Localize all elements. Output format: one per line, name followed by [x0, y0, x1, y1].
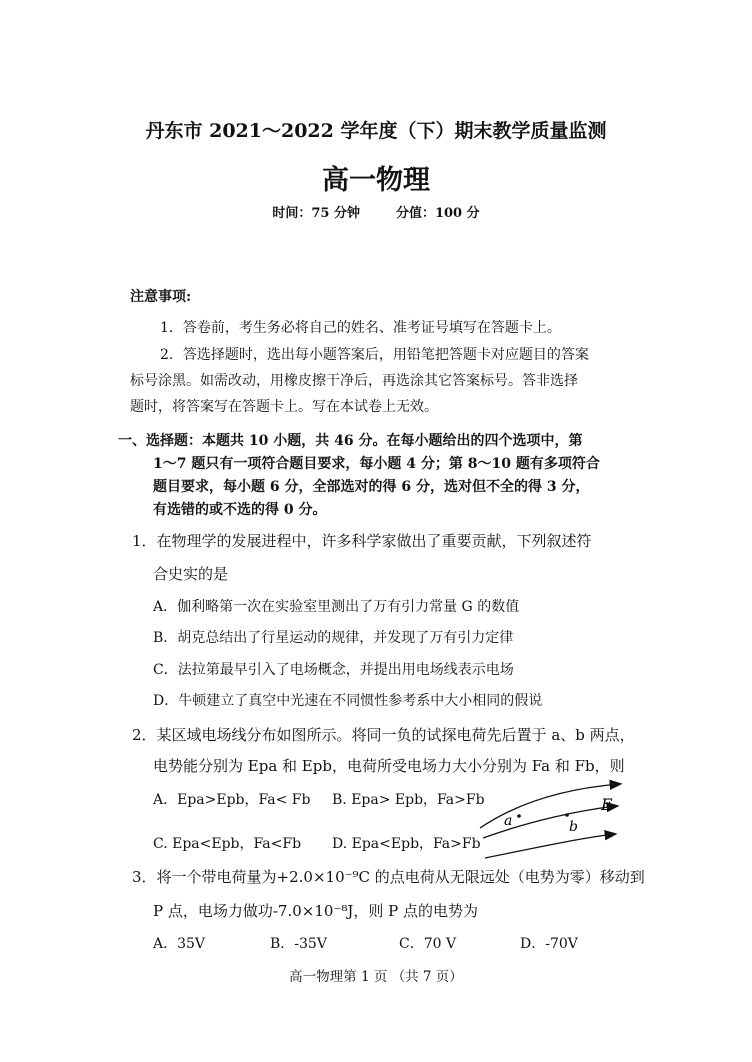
subject-title: 高一物理 — [322, 165, 430, 196]
q1-stem-line2: 合史实的是 — [153, 565, 229, 583]
q2-stem-line2: 电势能分别为 Epa 和 Epb，电荷所受电场力大小分别为 Fa 和 Fb，则 — [153, 757, 625, 775]
q1-option-d: D．牛顿建立了真空中光速在不同惯性参考系中大小相同的假说 — [153, 693, 543, 709]
q3-option-a: A．35V — [153, 936, 206, 952]
exam-time: 时间：75 分钟 — [272, 206, 360, 221]
q1-option-c: C．法拉第最早引入了电场概念，并提出用电场线表示电场 — [153, 662, 514, 678]
q1-option-a: A．伽利略第一次在实验室里测出了万有引力常量 G 的数值 — [153, 599, 520, 615]
q2-option-d: D. Epa<Epb，Fa>Fb — [332, 836, 481, 852]
point-a-label: a — [504, 813, 513, 829]
time-score-line — [0, 202, 752, 221]
field-line-bottom — [485, 834, 615, 858]
exam-score: 分值：100 分 — [395, 206, 480, 221]
section1-line3: 题目要求，每小题 6 分，全部选对的得 6 分，选对但不全的得 3 分， — [153, 479, 590, 495]
q2-option-a: A．Epa>Epb，Fa< Fb — [153, 792, 311, 808]
q3-stem-line1: 3．将一个带电荷量为+2.0×10⁻⁹C 的点电荷从无限远处（电势为零）移动到 — [132, 868, 645, 886]
section1-line2: 1～7 题只有一项符合题目要求，每小题 4 分；第 8～10 题有多项符合 — [153, 456, 600, 472]
page-footer: 高一物理第 1 页 （共 7 页） — [289, 969, 463, 985]
q1-option-b: B．胡克总结出了行星运动的规律，并发现了万有引力定律 — [153, 630, 514, 646]
point-a-dot — [517, 814, 521, 818]
q1-stem-line1: 1．在物理学的发展进程中，许多科学家做出了重要贡献，下列叙述符 — [132, 532, 592, 550]
q2-option-b: B. Epa> Epb，Fa>Fb — [332, 792, 485, 808]
q2-stem-line1: 2．某区域电场线分布如图所示。将同一负的试探电荷先后置于 a、b 两点， — [132, 726, 635, 744]
field-e-label: E — [601, 795, 613, 814]
q3-option-d: D．-70V — [520, 936, 578, 952]
exam-title: 丹东市 2021～2022 学年度（下）期末教学质量监测 — [145, 120, 607, 142]
notice-item-2-line2: 标号涂黑。如需改动，用橡皮擦干净后，再选涂其它答案标号。答非选择 — [130, 373, 578, 389]
notice-item-2-line1: 2．答选择题时，选出每小题答案后，用铅笔把答题卡对应题目的答案 — [160, 347, 589, 363]
section1-line4: 有选错的或不选的得 0 分。 — [153, 502, 327, 518]
notice-item-2-line3: 题时，将答案写在答题卡上。写在本试卷上无效。 — [130, 399, 438, 415]
point-b-label: b — [569, 819, 578, 835]
field-line-top — [480, 784, 620, 828]
point-b-dot — [565, 813, 569, 817]
q3-option-c: C．70 V — [399, 936, 457, 952]
q2-option-c: C. Epa<Epb，Fa<Fb — [153, 836, 302, 852]
q3-option-b: B．-35V — [270, 936, 327, 952]
electric-field-figure — [475, 776, 635, 866]
notice-heading: 注意事项: — [130, 289, 192, 305]
notice-item-1: 1．答卷前，考生务必将自己的姓名、准考证号填写在答题卡上。 — [160, 320, 561, 336]
q3-stem-line2: P 点，电场力做功-7.0×10⁻⁸J，则 P 点的电势为 — [153, 902, 479, 920]
section1-line1: 一、选择题：本题共 10 小题，共 46 分。在每小题给出的四个选项中，第 — [118, 433, 583, 449]
